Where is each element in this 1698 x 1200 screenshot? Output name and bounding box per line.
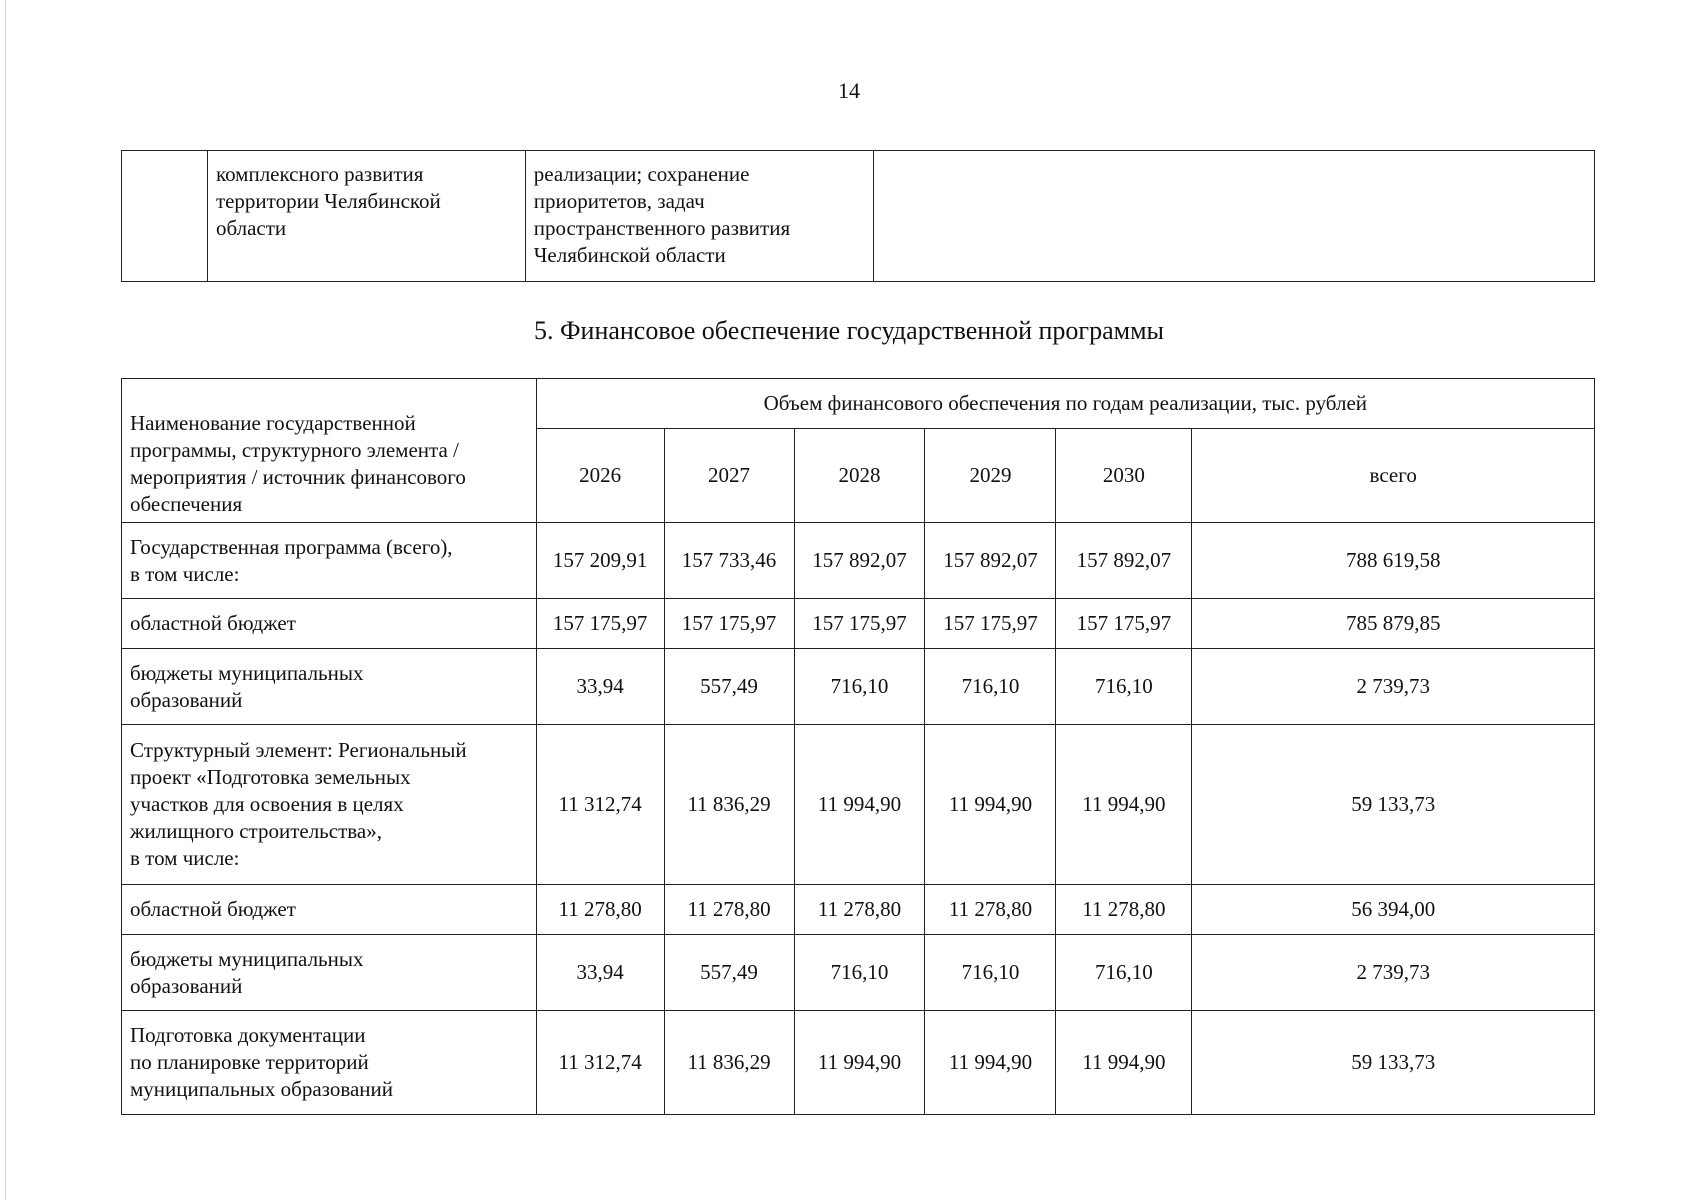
value-2029: 11 994,90	[925, 725, 1056, 885]
section-title: 5. Финансовое обеспечение государственной программы	[533, 316, 1165, 345]
value-2028: 716,10	[794, 935, 925, 1011]
table-row	[122, 649, 1595, 725]
value-2027: 557,49	[664, 649, 794, 725]
value-2029: 11 278,80	[925, 885, 1056, 935]
name-column-header-text: Наименование государственной программы, структурного элемента / мероприятия / источник финансового обеспечения	[130, 411, 466, 516]
scan-edge-line	[5, 0, 6, 1200]
value-2030: 716,10	[1056, 649, 1192, 725]
row-name: Структурный элемент: Региональный проект «Подготовка земельных участков для освоения в целях жилищного строительства», в том числе:	[122, 725, 537, 885]
value-total: 56 394,00	[1192, 885, 1595, 935]
value-2028: 716,10	[794, 649, 925, 725]
year-header-2026: 2026	[536, 429, 664, 523]
value-total: 2 739,73	[1192, 935, 1595, 1011]
funding-group-header: Объем финансового обеспечения по годам реализации, тыс. рублей	[536, 379, 1594, 429]
value-2026: 11 312,74	[536, 1011, 664, 1115]
table-row	[122, 523, 1595, 599]
value-2028: 157 175,97	[794, 599, 925, 649]
table-row	[122, 599, 1595, 649]
year-header-2027: 2027	[664, 429, 794, 523]
continuation-cell-number	[122, 151, 208, 282]
finance-header-row-1	[122, 379, 1595, 429]
continuation-cell-name	[207, 151, 525, 282]
table-row	[122, 885, 1595, 935]
value-2026: 33,94	[536, 649, 664, 725]
continuation-task-text: реализации; сохранение приоритетов, задач пространственного развития Челябинской области	[533, 162, 791, 267]
continuation-row	[122, 151, 1595, 282]
value-2030: 716,10	[1056, 935, 1192, 1011]
table-row	[122, 1011, 1595, 1115]
continuation-table	[121, 150, 1595, 282]
value-total: 2 739,73	[1192, 649, 1595, 725]
year-header-2030: 2030	[1056, 429, 1192, 523]
value-2030: 157 175,97	[1056, 599, 1192, 649]
value-2026: 157 209,91	[536, 523, 664, 599]
value-total: 785 879,85	[1192, 599, 1595, 649]
value-2027: 157 733,46	[664, 523, 794, 599]
value-2029: 157 892,07	[925, 523, 1056, 599]
total-header: всего	[1192, 429, 1595, 523]
value-total: 788 619,58	[1192, 523, 1595, 599]
table-row	[122, 935, 1595, 1011]
continuation-cell-empty	[873, 151, 1594, 282]
row-name: Государственная программа (всего), в том числе:	[122, 523, 537, 599]
row-name: областной бюджет	[122, 599, 537, 649]
value-2028: 157 892,07	[794, 523, 925, 599]
continuation-cell-task	[525, 151, 873, 282]
value-2027: 11 278,80	[664, 885, 794, 935]
value-2028: 11 994,90	[794, 725, 925, 885]
value-2029: 157 175,97	[925, 599, 1056, 649]
row-name: областной бюджет	[122, 885, 537, 935]
finance-table	[121, 378, 1595, 1115]
continuation-name-text: комплексного развития территории Челябинской области	[215, 162, 441, 240]
value-2030: 157 892,07	[1056, 523, 1192, 599]
row-name: бюджеты муниципальных образований	[122, 649, 537, 725]
value-2030: 11 278,80	[1056, 885, 1192, 935]
value-2028: 11 278,80	[794, 885, 925, 935]
value-2027: 157 175,97	[664, 599, 794, 649]
value-2029: 716,10	[925, 935, 1056, 1011]
value-2026: 157 175,97	[536, 599, 664, 649]
year-header-2028: 2028	[794, 429, 925, 523]
row-name: Подготовка документации по планировке территорий муниципальных образований	[122, 1011, 537, 1115]
value-2026: 11 278,80	[536, 885, 664, 935]
value-2026: 11 312,74	[536, 725, 664, 885]
value-2029: 11 994,90	[925, 1011, 1056, 1115]
table-row	[122, 725, 1595, 885]
value-2027: 557,49	[664, 935, 794, 1011]
value-2028: 11 994,90	[794, 1011, 925, 1115]
value-2029: 716,10	[925, 649, 1056, 725]
value-total: 59 133,73	[1192, 1011, 1595, 1115]
row-name: бюджеты муниципальных образований	[122, 935, 537, 1011]
name-column-header	[122, 379, 537, 523]
value-total: 59 133,73	[1192, 725, 1595, 885]
value-2026: 33,94	[536, 935, 664, 1011]
value-2030: 11 994,90	[1056, 725, 1192, 885]
value-2027: 11 836,29	[664, 725, 794, 885]
year-header-2029: 2029	[925, 429, 1056, 523]
value-2027: 11 836,29	[664, 1011, 794, 1115]
page-number: 14	[838, 78, 860, 103]
value-2030: 11 994,90	[1056, 1011, 1192, 1115]
